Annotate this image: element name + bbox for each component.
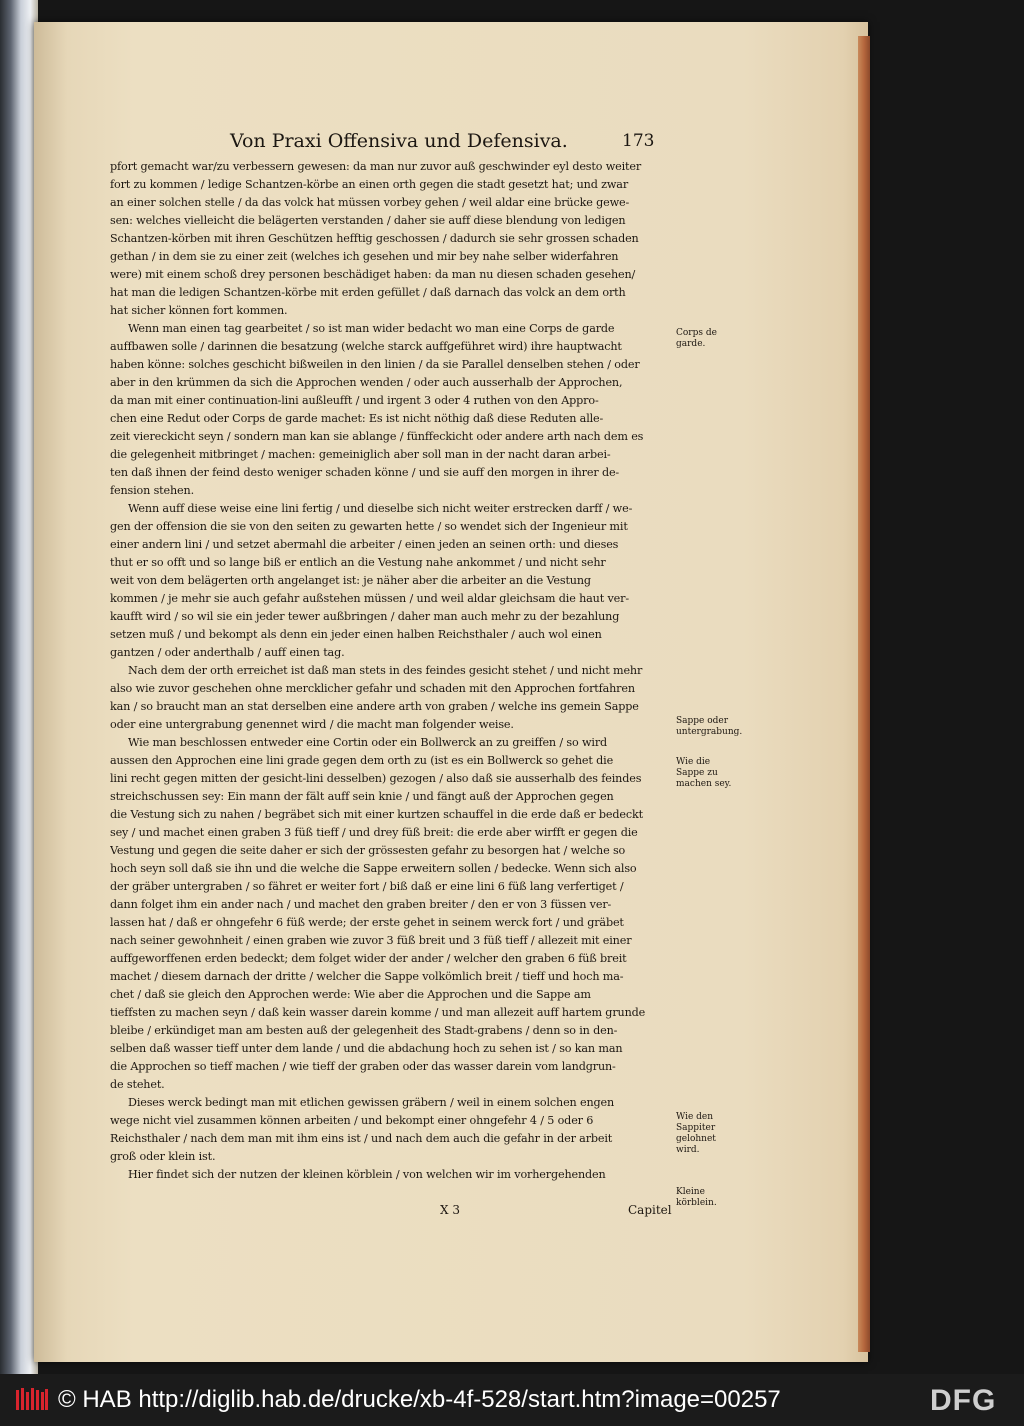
text-line: da man mit einer continuation-lini außleufft / und irgent 3 oder 4 ruthen von den Appro- <box>110 394 599 407</box>
text-line: were) mit einem schoß drey personen beschädiget haben: da man nu diesen schaden gesehen/ <box>110 268 636 281</box>
previous-page-edge <box>0 0 38 1374</box>
text-line: ten daß ihnen der feind desto weniger schaden könne / und sie auff den morgen in ihrer de- <box>110 466 620 479</box>
text-line: pfort gemacht war/zu verbessern gewesen: da man nur zuvor auß geschwinder eyl desto weiter <box>110 160 642 173</box>
text-line: de stehet. <box>110 1078 165 1091</box>
text-line: chet / daß sie gleich den Approchen werde: Wie aber die Approchen und die Sappe am <box>110 988 591 1001</box>
text-line: weit von dem belägerten orth angelanget ist: je näher aber die arbeiter an die Vestung <box>110 574 591 587</box>
text-line: gen der offension die sie von den seiten zu gewarten hette / so wendet sich der Ingenieur mit <box>110 520 628 533</box>
footer-bar <box>0 1374 1024 1426</box>
text-line: Nach dem der orth erreichet ist daß man stets in des feindes gesicht stehet / und nicht mehr <box>128 664 643 677</box>
text-line: hat sicher können fort kommen. <box>110 304 288 317</box>
text-line: also wie zuvor geschehen ohne mercklicher gefahr und schaden mit den Approchen fortfahren <box>110 682 635 695</box>
text-line: gethan / in dem sie zu einer zeit (welches ich gesehen und mir bey nahe selber widerfahren <box>110 250 619 263</box>
margin-note-koerblein: Kleine körblein. <box>676 1187 717 1208</box>
text-line: thut er so offt und so lange biß er entlich an die Vestung nahe ankommet / und nicht sehr <box>110 556 606 569</box>
margin-note-sappe: Sappe oder untergrabung. <box>676 716 743 737</box>
signature-mark: X 3 <box>440 1203 460 1217</box>
text-line: einer andern lini / und setzet abermahl die arbeiter / einen jeden an seinen orth: und dieses <box>110 538 619 551</box>
text-line: Hier findet sich der nutzen der kleinen körblein / von welchen wir im vorhergehenden <box>128 1168 606 1181</box>
text-line: dann folget ihm ein ander nach / und machet den graben breiter / den er von 3 füssen ver- <box>110 898 612 911</box>
text-line: aussen den Approchen eine lini grade gegen dem orth zu (ist es ein Bollwerck so gehet die <box>110 754 614 767</box>
text-line: kan / so braucht man an stat derselben eine andere arth von graben / welche ins gemein Sappe <box>110 700 639 713</box>
text-line: Wenn man einen tag gearbeitet / so ist man wider bedacht wo man eine Corps de garde <box>128 322 615 335</box>
text-line: machet / diesem darnach der dritte / welcher die Sappe volkömlich breit / tieff und hoch ma- <box>110 970 624 983</box>
text-line: streichschussen sey: Ein mann der fält auff sein knie / und fängt auß der Approchen gegen <box>110 790 614 803</box>
margin-note-sappe-machen: Wie die Sappe zu machen sey. <box>676 757 732 789</box>
running-head: Von Praxi Offensiva und Defensiva. <box>230 130 568 152</box>
text-line: fort zu kommen / ledige Schantzen-körbe an einen orth gegen die stadt gesetzt hat; und zwar <box>110 178 629 191</box>
text-line: sey / und machet einen graben 3 füß tieff / und drey füß breit: die erde aber wirfft er gegen die <box>110 826 638 839</box>
text-line: chen eine Redut oder Corps de garde machet: Es ist nicht nöthig daß diese Reduten alle- <box>110 412 604 425</box>
text-line: auffgeworffenen erden bedeckt; dem folget wider der ander / welcher den graben 6 füß breit <box>110 952 627 965</box>
text-line: haben könne: solches geschicht bißweilen in den linien / da sie Parallel denselben stehen / oder <box>110 358 640 371</box>
text-line: Wenn auff diese weise eine lini fertig / und dieselbe sich nicht weiter erstrecken darff / we- <box>128 502 633 515</box>
catchword: Capitel <box>628 1203 672 1217</box>
hab-logo-icon <box>14 1386 50 1412</box>
text-line: Dieses werck bedingt man mit etlichen gewissen gräbern / weil in einem solchen engen <box>128 1096 615 1109</box>
text-line: Reichsthaler / nach dem man mit ihm eins ist / und nach dem auch die gefahr in der arbeit <box>110 1132 613 1145</box>
text-line: Schantzen-körben mit ihren Geschützen hefftig geschossen / dadurch sie sehr grossen schaden <box>110 232 639 245</box>
body-text <box>110 158 670 1184</box>
text-line: lassen hat / daß er ohngefehr 6 füß werde; der erste gehet in seinem werck fort / und gräbet <box>110 916 624 929</box>
text-line: hat man die ledigen Schantzen-körbe mit erden gefüllet / daß darnach das volck an dem orth <box>110 286 626 299</box>
text-line: nach seiner gewohnheit / einen graben wie zuvor 3 füß breit und 3 füß tieff / allezeit mit einer <box>110 934 632 947</box>
text-line: tieffsten zu machen seyn / daß kein wasser darein komme / und man allezeit auff hartem grunde <box>110 1006 646 1019</box>
text-line: hoch seyn soll daß sie ihn und die welche die Sappe erweitern sollen / bedecke. Wenn sich also <box>110 862 637 875</box>
text-line: wege nicht viel zusammen können arbeiten / und bekompt einer ohngefehr 4 / 5 oder 6 <box>110 1114 594 1127</box>
text-line: zeit viereckicht seyn / sondern man kan sie ablange / fünffeckicht oder andere arth nach dem es <box>110 430 644 443</box>
dfg-logo: DFG <box>930 1384 997 1417</box>
copyright-url[interactable]: © HAB http://diglib.hab.de/drucke/xb-4f-528/start.htm?image=00257 <box>58 1386 781 1413</box>
text-line: sen: welches vielleicht die belägerten verstanden / daher sie auff diese blendung von ledigen <box>110 214 626 227</box>
page-fore-edge <box>858 36 870 1352</box>
text-line: die Vestung sich zu nahen / begräbet sich mit einer kurtzen schauffel in die erde daß er bedeckt <box>110 808 643 821</box>
text-line: kaufft wird / so wil sie ein jeder tewer außbringen / daher man auch mehr zu der bezahlung <box>110 610 620 623</box>
text-line: der gräber untergraben / so fähret er weiter fort / biß daß er eine lini 6 füß lang verfertiget / <box>110 880 624 893</box>
text-line: lini recht gegen mitten der gesicht-lini desselben) gezogen / also daß sie ausserhalb des feindes <box>110 772 642 785</box>
text-line: die gelegenheit mitbringet / machen: gemeiniglich aber soll man in der nacht daran arbei- <box>110 448 611 461</box>
text-line: selben daß wasser tieff unter dem lande / und die abdachung hoch zu sehen ist / so kan man <box>110 1042 623 1055</box>
text-line: fension stehen. <box>110 484 194 497</box>
text-line: gantzen / oder anderthalb / auff einen tag. <box>110 646 345 659</box>
page-number: 173 <box>622 131 655 151</box>
text-line: bleibe / erkündiget man am besten auß der gelegenheit des Stadt-grabens / denn so in den- <box>110 1024 618 1037</box>
text-line: an einer solchen stelle / da das volck hat müssen vorbey gehen / weil aldar eine brücke gewe- <box>110 196 630 209</box>
text-line: oder eine untergrabung genennet wird / die macht man folgender weise. <box>110 718 514 731</box>
text-line: setzen muß / und bekompt als denn ein jeder einen halben Reichsthaler / auch wol einen <box>110 628 602 641</box>
text-line: auffbawen solle / darinnen die besatzung (welche starck auffgeführet wird) ihre hauptwacht <box>110 340 622 353</box>
text-line: Vestung und gegen die seite daher er sich der grössesten gefahr zu besorgen hat / welche so <box>110 844 626 857</box>
margin-note-sappiter: Wie den Sappiter gelohnet wird. <box>676 1112 716 1155</box>
text-line: aber in den krümmen da sich die Approchen wenden / oder auch ausserhalb der Approchen, <box>110 376 623 389</box>
text-line: die Approchen so tieff machen / wie tieff der graben oder das wasser darein vom landgrun- <box>110 1060 616 1073</box>
text-line: groß oder klein ist. <box>110 1150 216 1163</box>
text-line: Wie man beschlossen entweder eine Cortin oder ein Bollwerck an zu greiffen / so wird <box>128 736 608 749</box>
margin-note-corps-de-garde: Corps de garde. <box>676 328 717 349</box>
text-line: kommen / je mehr sie auch gefahr außstehen müssen / und weil aldar gleichsam die haut ver- <box>110 592 629 605</box>
